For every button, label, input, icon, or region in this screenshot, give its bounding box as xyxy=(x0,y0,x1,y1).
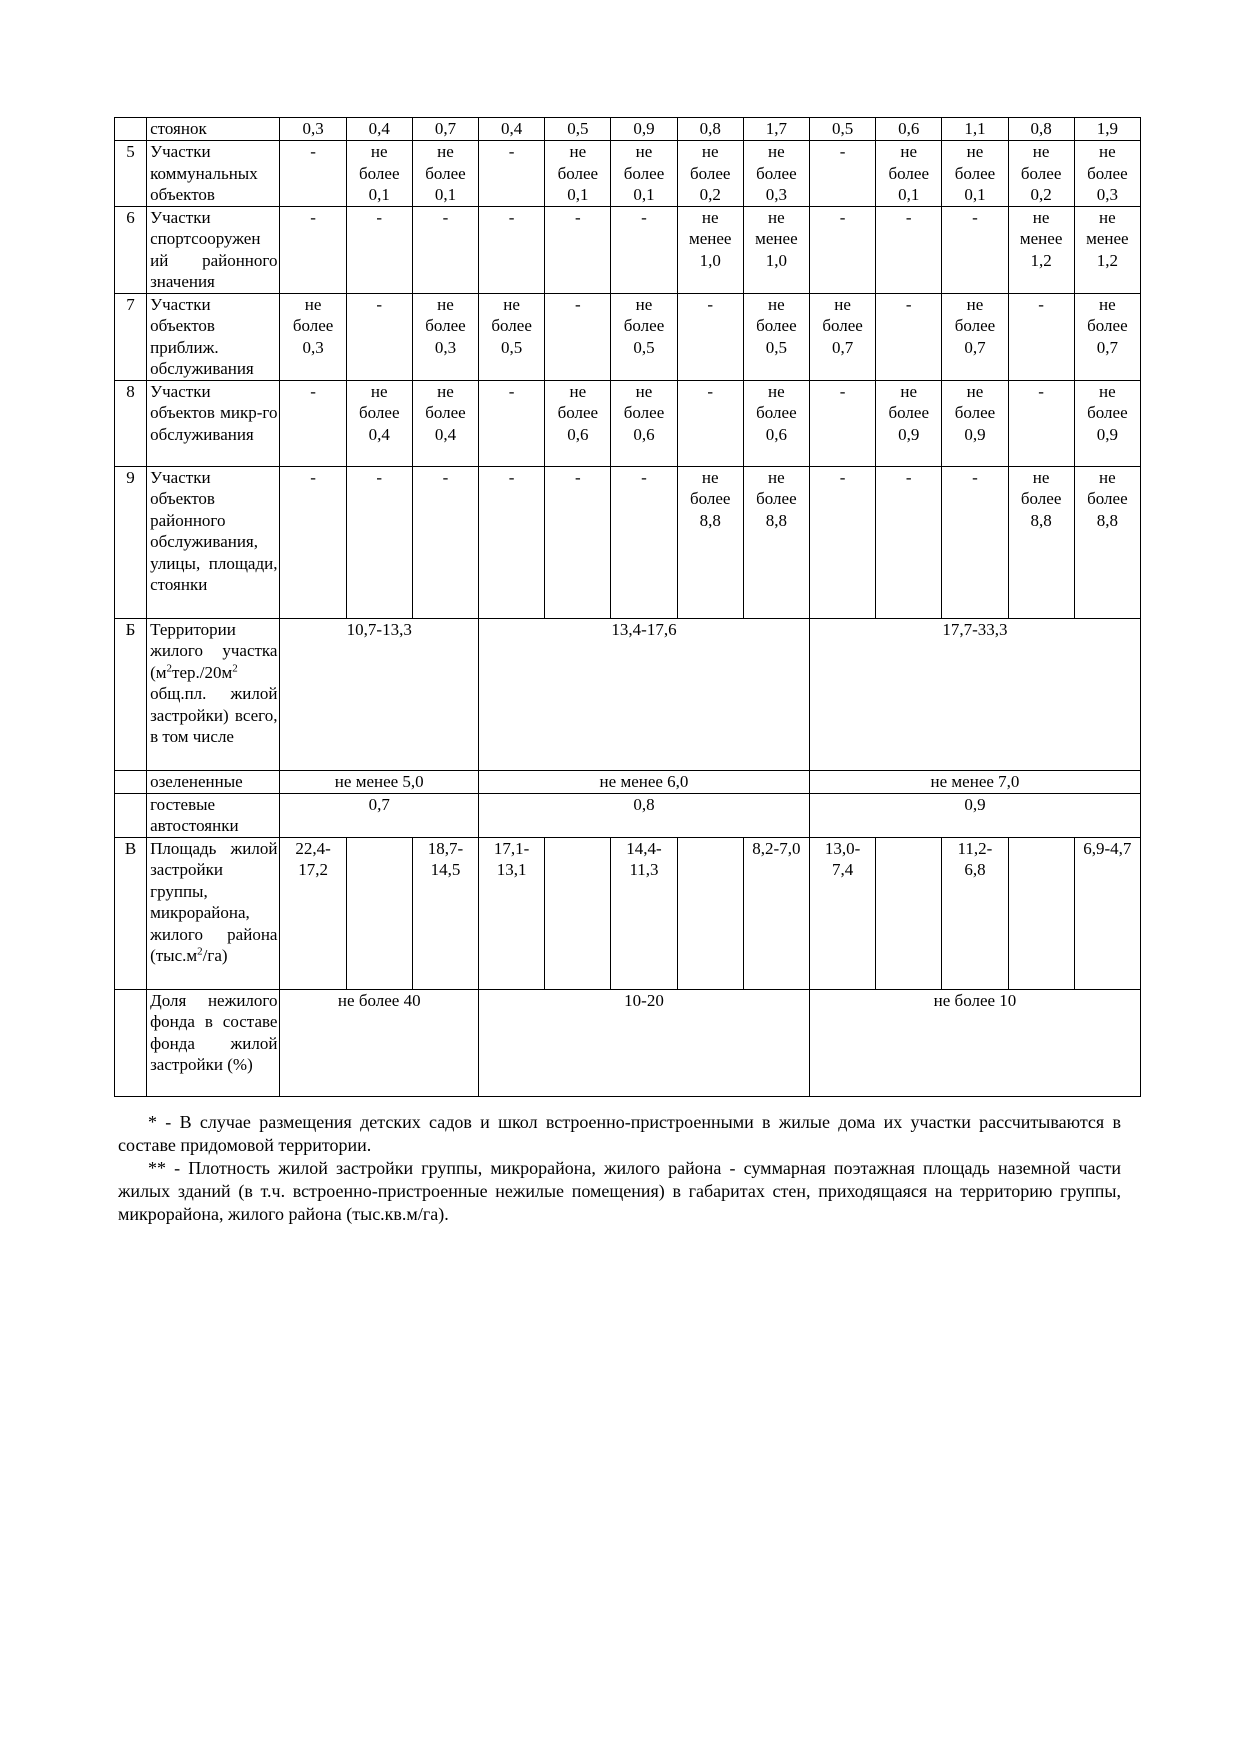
table-cell: - xyxy=(346,293,412,380)
row-label: Участки объектов приближ. обслуживания xyxy=(147,293,280,380)
table-cell: - xyxy=(611,466,677,618)
table-cell: не более 0,6 xyxy=(743,380,809,466)
table-cell: не более 8,8 xyxy=(1074,466,1140,618)
table-cell: не более 0,2 xyxy=(1008,141,1074,207)
table-cell: 17,1- 13,1 xyxy=(479,837,545,989)
row-label-guest-parking: гостевые автостоянки xyxy=(147,793,280,837)
table-cell: - xyxy=(942,206,1008,293)
table-row-section-v xyxy=(115,837,1141,989)
table-cell: 0,5 xyxy=(809,118,875,141)
table-cell: - xyxy=(280,466,346,618)
row-number: 8 xyxy=(115,380,147,466)
table-cell xyxy=(677,837,743,989)
table-cell: - xyxy=(809,466,875,618)
footnote-density: ** - Плотность жилой застройки группы, микрорайона, жилого района - суммарная поэтажная площадь наземной части жилых зданий (в т.ч. встроенно-пристроенные нежилые помещения) в габаритах стен, приходящаяся на территорию группы, микрорайона, жилого района (тыс.кв.м/га). xyxy=(118,1158,1121,1224)
group-value: 13,4-17,6 xyxy=(479,618,810,770)
table-cell: 0,4 xyxy=(479,118,545,141)
table-cell: - xyxy=(346,466,412,618)
table-cell: - xyxy=(942,466,1008,618)
table-cell: 0,6 xyxy=(876,118,942,141)
table-cell xyxy=(346,837,412,989)
table-row-guest-parking xyxy=(115,793,1141,837)
table-row xyxy=(115,118,1141,141)
table-cell: - xyxy=(479,380,545,466)
table-cell: 6,9-4,7 xyxy=(1074,837,1140,989)
table-cell: 0,8 xyxy=(677,118,743,141)
row-label-building-area: Площадь жилой застройки группы, микрорайона, жилого района $(тыс.м^2/га)$ xyxy=(147,837,280,989)
group-value: 10-20 xyxy=(479,989,810,1096)
row-label: стоянок xyxy=(147,118,280,141)
table-cell: не более 0,3 xyxy=(412,293,478,380)
table-cell: не более 0,1 xyxy=(412,141,478,207)
table-cell: - xyxy=(479,206,545,293)
table-row xyxy=(115,466,1141,618)
table-body-rows xyxy=(115,118,1141,619)
table-cell: не более 0,9 xyxy=(1074,380,1140,466)
table-cell: не менее 1,2 xyxy=(1008,206,1074,293)
table-cell: - xyxy=(876,206,942,293)
table-cell: - xyxy=(479,141,545,207)
table-cell: - xyxy=(545,466,611,618)
table-cell: не более 8,8 xyxy=(743,466,809,618)
row-label: Участки коммунальных объектов xyxy=(147,141,280,207)
table-cell: не более 0,1 xyxy=(611,141,677,207)
group-value: не более 40 xyxy=(280,989,479,1096)
standards-table-page xyxy=(114,117,1141,1097)
table-cell: не менее 1,0 xyxy=(743,206,809,293)
group-value: 17,7-33,3 xyxy=(809,618,1140,770)
table-cell: - xyxy=(280,206,346,293)
row-label: Участки объектов районного обслуживания, улицы, площади, стоянки xyxy=(147,466,280,618)
row-label: Участки объектов микр-го обслуживания xyxy=(147,380,280,466)
row-label-territories: Территории жилого участка ($м^2тер./20м^2$ общ.пл. жилой застройки) всего, в том числе xyxy=(147,618,280,770)
table-row xyxy=(115,141,1141,207)
table-cell: - xyxy=(611,206,677,293)
table-row-section-b xyxy=(115,618,1141,770)
table-cell: не более 0,7 xyxy=(809,293,875,380)
table-cell: 14,4- 11,3 xyxy=(611,837,677,989)
table-cell: - xyxy=(545,293,611,380)
table-cell: не более 0,6 xyxy=(545,380,611,466)
table-cell: не более 0,6 xyxy=(611,380,677,466)
table-cell: не более 0,2 xyxy=(677,141,743,207)
table-cell xyxy=(1008,837,1074,989)
table-cell: - xyxy=(280,141,346,207)
row-number: 6 xyxy=(115,206,147,293)
table-row xyxy=(115,293,1141,380)
row-number: В xyxy=(115,837,147,989)
table-cell: 0,5 xyxy=(545,118,611,141)
table-cell: не более 0,9 xyxy=(942,380,1008,466)
table-cell: - xyxy=(876,466,942,618)
row-number: 7 xyxy=(115,293,147,380)
table-cell: не более 0,5 xyxy=(611,293,677,380)
footnotes xyxy=(118,1111,1121,1226)
table-cell: 1,7 xyxy=(743,118,809,141)
table-cell: - xyxy=(479,466,545,618)
table-row xyxy=(115,206,1141,293)
footnote-kindergartens: * - В случае размещения детских садов и школ встроенно-пристроенными в жилые дома их участки рассчитываются в составе придомовой территории. xyxy=(118,1112,1121,1155)
table-cell: не менее 1,0 xyxy=(677,206,743,293)
table-cell: не более 0,1 xyxy=(942,141,1008,207)
table-body-summary xyxy=(115,618,1141,1096)
table-cell: не более 8,8 xyxy=(677,466,743,618)
table-row-nonresidential xyxy=(115,989,1141,1096)
table-cell: не более 0,9 xyxy=(876,380,942,466)
table-cell: не более 0,5 xyxy=(479,293,545,380)
group-value: не менее 5,0 xyxy=(280,770,479,793)
table-cell: не более 0,1 xyxy=(346,141,412,207)
group-value: не менее 7,0 xyxy=(809,770,1140,793)
table-cell: - xyxy=(876,293,942,380)
row-number xyxy=(115,989,147,1096)
table-cell: - xyxy=(412,206,478,293)
table-cell: 0,4 xyxy=(346,118,412,141)
table-cell: - xyxy=(346,206,412,293)
table-cell: - xyxy=(1008,293,1074,380)
table-cell: 1,1 xyxy=(942,118,1008,141)
table-row xyxy=(115,380,1141,466)
table-cell: 8,2-7,0 xyxy=(743,837,809,989)
table-cell: не более 8,8 xyxy=(1008,466,1074,618)
table-cell: 18,7- 14,5 xyxy=(412,837,478,989)
group-value: 0,7 xyxy=(280,793,479,837)
table-cell: не более 0,3 xyxy=(743,141,809,207)
table-cell: не более 0,3 xyxy=(280,293,346,380)
table-cell: 22,4- 17,2 xyxy=(280,837,346,989)
table-cell xyxy=(876,837,942,989)
row-number xyxy=(115,770,147,793)
table-cell: не более 0,3 xyxy=(1074,141,1140,207)
table-row-greenery xyxy=(115,770,1141,793)
group-value: 0,9 xyxy=(809,793,1140,837)
row-number xyxy=(115,793,147,837)
row-number: 5 xyxy=(115,141,147,207)
row-number: Б xyxy=(115,618,147,770)
table-cell: - xyxy=(809,141,875,207)
table-cell: 0,8 xyxy=(1008,118,1074,141)
table-cell: 0,3 xyxy=(280,118,346,141)
table-cell: не более 0,4 xyxy=(346,380,412,466)
table-cell: 0,9 xyxy=(611,118,677,141)
group-value: 0,8 xyxy=(479,793,810,837)
group-value: 10,7-13,3 xyxy=(280,618,479,770)
group-value: не менее 6,0 xyxy=(479,770,810,793)
table-cell xyxy=(545,837,611,989)
table-cell: - xyxy=(677,380,743,466)
row-number xyxy=(115,118,147,141)
table-cell: - xyxy=(677,293,743,380)
group-value: не более 10 xyxy=(809,989,1140,1096)
table-cell: не более 0,1 xyxy=(876,141,942,207)
table-cell: 11,2- 6,8 xyxy=(942,837,1008,989)
table-cell: - xyxy=(545,206,611,293)
table-cell: - xyxy=(809,380,875,466)
row-number: 9 xyxy=(115,466,147,618)
table-cell: не более 0,5 xyxy=(743,293,809,380)
table-cell: не менее 1,2 xyxy=(1074,206,1140,293)
row-label: Участки спортсооружен ий районного значения xyxy=(147,206,280,293)
row-label-nonresidential: Доля нежилого фонда в составе фонда жилой застройки (%) xyxy=(147,989,280,1096)
table-cell: - xyxy=(280,380,346,466)
table-cell: - xyxy=(809,206,875,293)
table-cell: не более 0,7 xyxy=(1074,293,1140,380)
table-cell: 13,0- 7,4 xyxy=(809,837,875,989)
table-cell: не более 0,1 xyxy=(545,141,611,207)
table-cell: 0,7 xyxy=(412,118,478,141)
row-label-greenery: озелененные xyxy=(147,770,280,793)
table-cell: - xyxy=(1008,380,1074,466)
planning-standards-table xyxy=(114,117,1141,1097)
table-cell: не более 0,7 xyxy=(942,293,1008,380)
table-cell: не более 0,4 xyxy=(412,380,478,466)
table-cell: - xyxy=(412,466,478,618)
table-cell: 1,9 xyxy=(1074,118,1140,141)
